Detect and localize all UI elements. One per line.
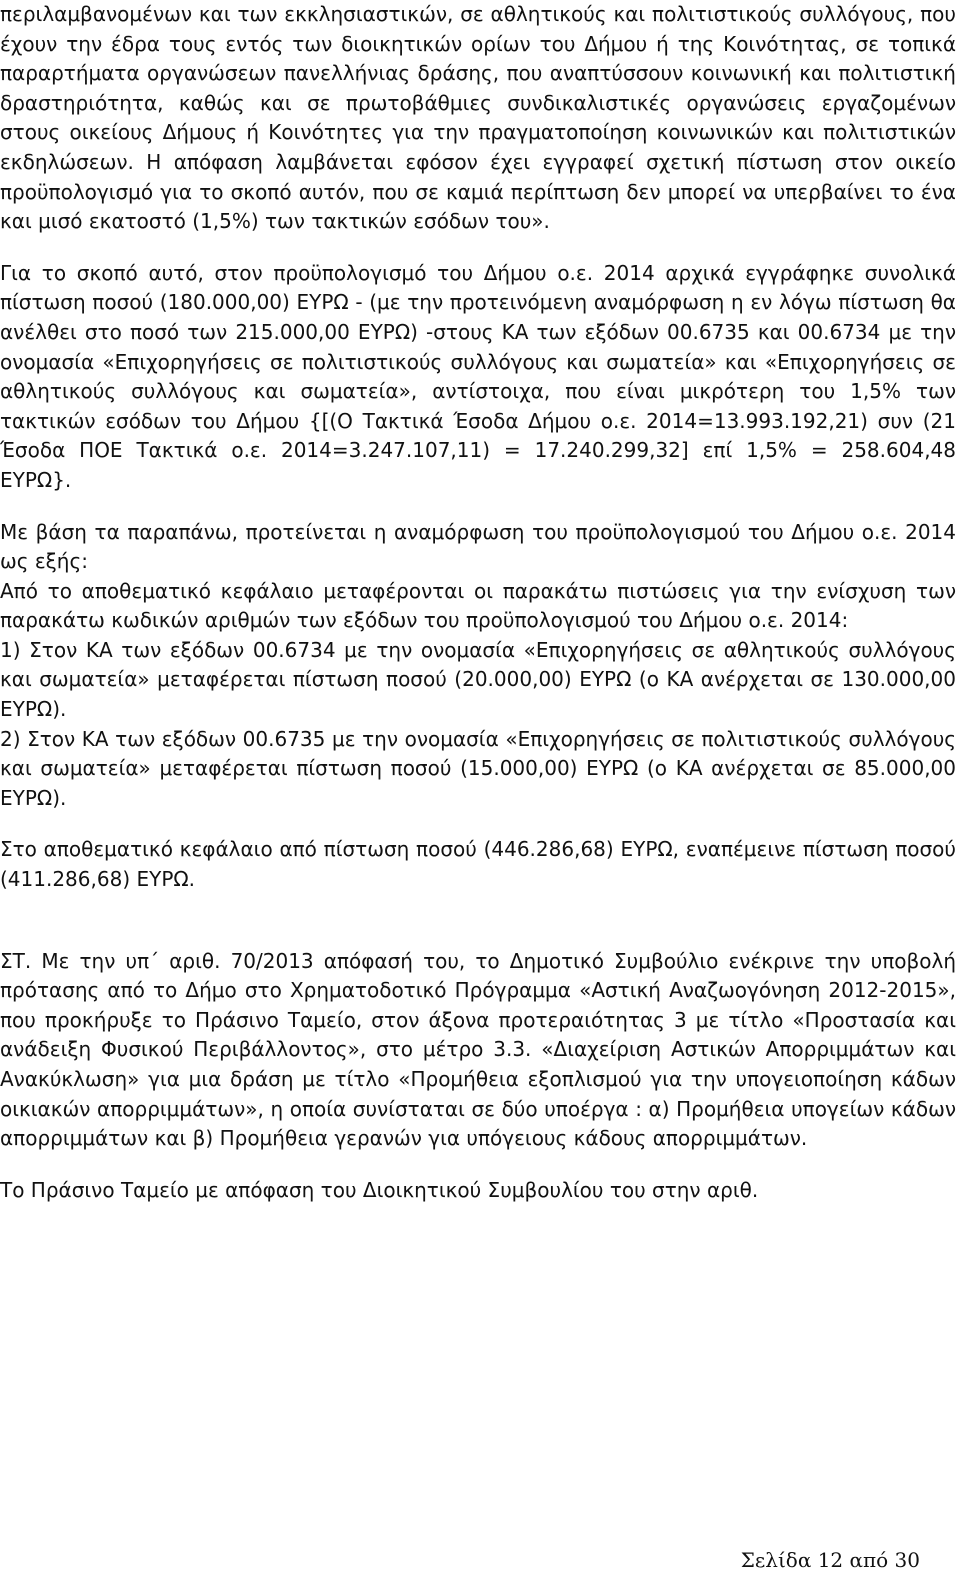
paragraph-reserve-remaining: Στο αποθεματικό κεφάλαιο από πίστωση ποσού (446.286,68) ΕΥΡΩ, εναπέμεινε πίστωση ποσού (411.286,68) ΕΥΡΩ. [0,837,956,892]
paragraph-spacer [0,813,956,835]
paragraph-budget-allocation: Για το σκοπό αυτό, στον προϋπολογισμό του Δήμου ο.ε. 2014 αρχικά εγγράφηκε συνολικά πίστωση ποσού (180.000,00) ΕΥΡΩ - (με την προτεινόμενη αναμόρφωση η εν λόγω πίστωση θα ανέλθει στο ποσό των 215.000,00 ΕΥΡΩ) -στους ΚΑ των εξόδων 00.6735 και 00.6734 με την ονομασία «Επιχορηγήσεις σε πολιτιστικούς συλλόγους και σωματεία» και «Επιχορηγήσεις σε αθλητικούς συλλόγους και σωματεία», αντίστοιχα, που είναι μικρότερη του 1,5% των τακτικών εσόδων του Δήμου {[(Ο Τακτικά Έσοδα Δήμου ο.ε. 2014=13.993.192,21) συν (21 Έσοδα ΠΟΕ Τακτικά ο.ε. 2014=3.247.107,11) = 17.240.299,32] επί 1,5% = 258.604,48 ΕΥΡΩ}. [0,260,956,492]
paragraph-reserve-transfer: Από το αποθεματικό κεφάλαιο μεταφέρονται οι παρακάτω πιστώσεις για την ενίσχυση των παρακάτω κωδικών αριθμών των εξόδων του προϋπολογισμού του Δήμου ο.ε. 2014: [0,578,956,633]
paragraph-spacer [0,895,956,947]
paragraph-continuation: περιλαμβανομένων και των εκκλησιαστικών, σε αθλητικούς και πολιτιστικούς συλλόγους, που έχουν την έδρα τους εντός των διοικητικών ορίων του Δήμου ή της Κοινότητας, σε τοπικά παραρτήματα οργανώσεων πανελλήνιας δράσης, που αναπτύσσουν κοινωνική και πολιτιστική δραστηριότητα, καθώς και σε πρωτοβάθμιες συνδικαλιστικές οργανώσεις εργαζομένων στους οικείους Δήμους ή Κοινότητες για την πραγματοποίηση κοινωνικών και πολιτιστικών εκδηλώσεων. Η απόφαση λαμβάνεται εφόσον έχει εγγραφεί σχετική πίστωση στον οικείο προϋπολογισμό για το σκοπό αυτόν, που σε καμιά περίπτωση δεν μπορεί να υπερβαίνει το ένα και μισό εκατοστό (1,5%) των τακτικών εσόδων του». [0,2,956,234]
list-item-transfer-1: 1) Στον ΚΑ των εξόδων 00.6734 με την ονομασία «Επιχορηγήσεις σε αθλητικούς συλλόγους και σωματεία» μεταφέρεται πίστωση ποσού (20.000,00) ΕΥΡΩ (ο ΚΑ ανέρχεται σε 130.000,00 ΕΥΡΩ). [0,637,956,722]
paragraph-section-st: ΣΤ. Με την υπ΄ αριθ. 70/2013 απόφασή του, το Δημοτικό Συμβούλιο ενέκρινε την υποβολή πρότασης από το Δήμο στο Χρηματοδοτικό Πρόγραμμα «Αστική Αναζωογόνηση 2012-2015», που προκήρυξε το Πράσινο Ταμείο, στον άξονα προτεραιότητας 3 με τίτλο «Προστασία και ανάδειξη Φυσικού Περιβάλλοντος», στο μέτρο 3.3. «Διαχείριση Αστικών Απορριμμάτων και Ανακύκλωση» για μια δράση με τίτλο «Προμήθεια εξοπλισμού για την υπογειοποίηση κάδων οικιακών απορριμμάτων», η οποία συνίσταται σε δύο υποέργα : α) Προμήθεια υπογείων κάδων απορριμμάτων και β) Προμήθεια γερανών για υπόγειους κάδους απορριμμάτων. [0,948,956,1151]
paragraph-green-fund: Το Πράσινο Ταμείο με απόφαση του Διοικητικού Συμβουλίου του στην αριθ. [0,1177,759,1202]
page-number: Σελίδα 12 από 30 [740,1548,920,1572]
paragraph-spacer [0,496,956,518]
list-item-transfer-2: 2) Στον ΚΑ των εξόδων 00.6735 με την ονομασία «Επιχορηγήσεις σε πολιτιστικούς συλλόγους και σωματεία» μεταφέρεται πίστωση ποσού (15.000,00) ΕΥΡΩ (ο ΚΑ ανέρχεται σε 85.000,00 ΕΥΡΩ). [0,726,956,810]
paragraph-spacer [0,237,956,259]
paragraph-proposal-intro: Με βάση τα παραπάνω, προτείνεται η αναμόρφωση του προϋπολογισμού του Δήμου ο.ε. 2014 ως εξής: [0,519,956,574]
paragraph-spacer [0,1154,956,1176]
